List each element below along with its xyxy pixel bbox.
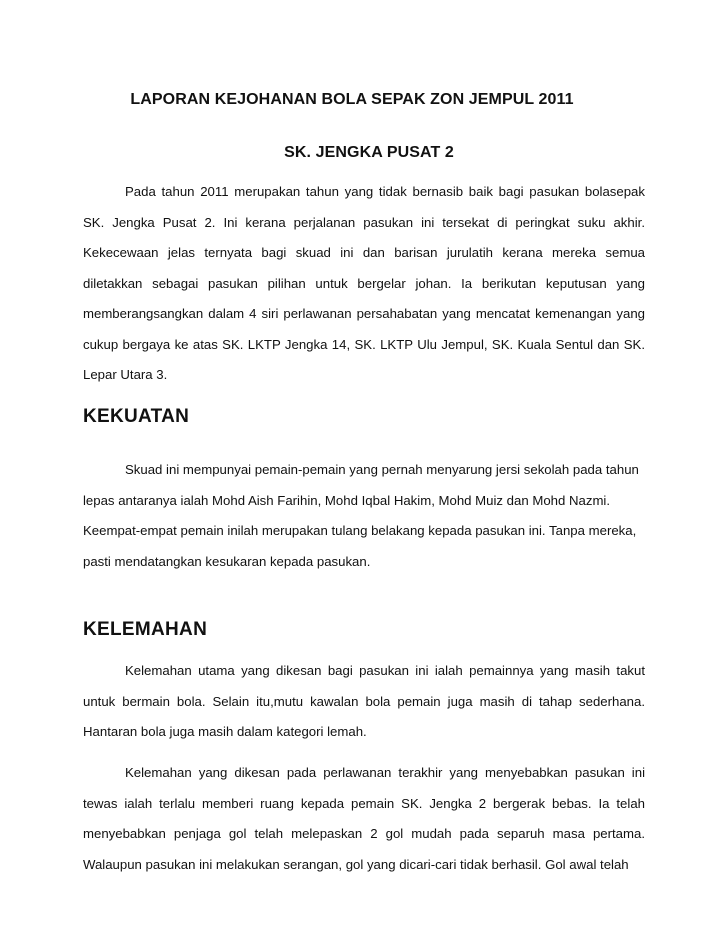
school-name: SK. JENGKA PUSAT 2 (284, 144, 454, 161)
section-heading-kelemahan: KELEMAHAN (83, 619, 208, 640)
kelemahan-paragraph-2: Kelemahan yang dikesan pada perlawanan terakhir yang menyebabkan pasukan ini tewas ialah terlalu memberi ruang kepada pemain SK. Jengka 2 bergerak bebas. Ia telah menyebabkan penjaga gol telah melepaskan 2 gol mudah pada separuh masa pertama. Walaupun pasukan ini melakukan serangan, gol yang dicari-cari tidak berhasil. Gol awal telah (83, 765, 645, 872)
kelemahan-paragraph-1: Kelemahan utama yang dikesan bagi pasukan ini ialah pemainnya yang masih takut untuk bermain bola. Selain itu,mutu kawalan bola pemain juga masih di tahap sederhana. Hantaran bola juga masih dalam kategori lemah. (83, 663, 645, 739)
intro-paragraph: Pada tahun 2011 merupakan tahun yang tidak bernasib baik bagi pasukan bolasepak SK. Jengka Pusat 2. Ini kerana perjalanan pasukan ini tersekat di peringkat suku akhir. Kekecewaan jelas ternyata bagi skuad ini dan barisan jurulatih kerana mereka semua diletakkan sebagai pasukan pilihan untuk bergelar johan. Ia berikutan keputusan yang memberangsangkan dalam 4 siri perlawanan persahabatan yang mencatat kemenangan yang cukup bergaya ke atas SK. LKTP Jengka 14, SK. LKTP Ulu Jempul, SK. Kuala Sentul dan SK. Lepar Utara 3. (83, 184, 645, 382)
report-title: LAPORAN KEJOHANAN BOLA SEPAK ZON JEMPUL 2011 (130, 91, 574, 108)
kekuatan-paragraph: Skuad ini mempunyai pemain-pemain yang pernah menyarung jersi sekolah pada tahun lepas antaranya ialah Mohd Aish Farihin, Mohd Iqbal Hakim, Mohd Muiz dan Mohd Nazmi. Keempat-empat pemain inilah merupakan tulang belakang kepada pasukan ini. Tanpa mereka, pasti mendatangkan kesukaran kepada pasukan. (83, 462, 639, 569)
section-heading-kekuatan: KEKUATAN (83, 406, 190, 427)
